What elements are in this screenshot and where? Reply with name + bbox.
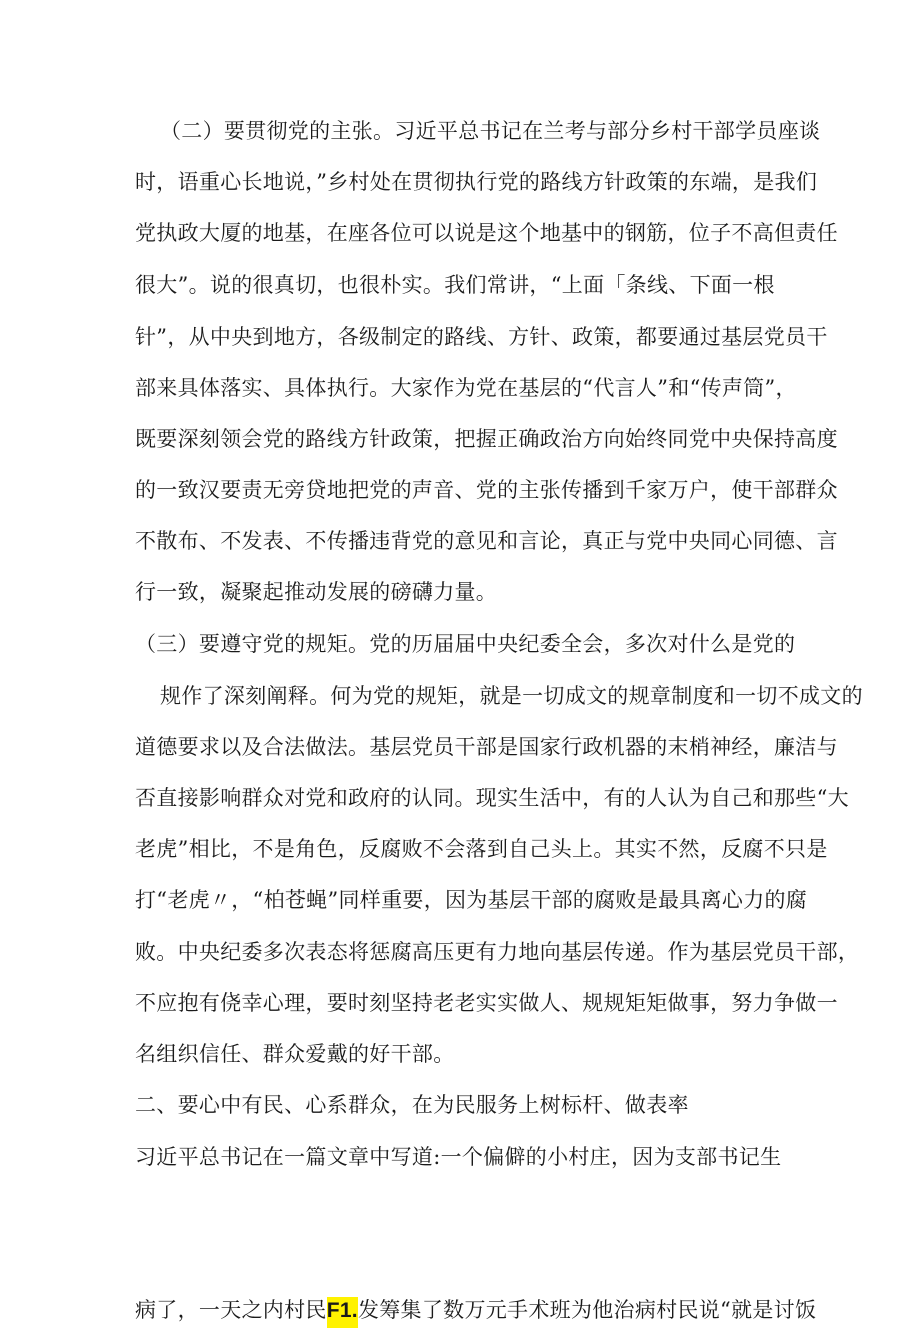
- paragraph-line: 部来具体落实、具体执行。大家作为党在基层的“代言人”和“传声筒”，: [135, 376, 797, 400]
- paragraph-line: [0, 1240, 920, 1278]
- paragraph-line: 时，语重心长地说，”乡村处在贯彻执行党的路线方针政策的东端，是我们: [135, 170, 818, 194]
- paragraph-line: （三）要遵守党的规矩。党的历届届中央纪委全会，多次对什么是党的: [135, 632, 796, 656]
- paragraph-line: 老虎”相比，不是角色，反腐败不会落到自己头上。其实不然，反腐不只是: [135, 837, 828, 861]
- last-line-after: 发筹集了数万元手术班为他治病村民说“就是讨饭: [357, 1298, 817, 1322]
- paragraph-line: 道德要求以及合法做法。基层党员干部是国家行政机器的末梢神经，廉洁与: [135, 735, 838, 759]
- paragraph-line: 党执政大厦的地基，在座各位可以说是这个地基中的钢筋，位子不高但责任: [135, 221, 838, 245]
- paragraph-line: 针”，从中央到地方，各级制定的路线、方针、政策，都要通过基层党员干: [135, 325, 828, 349]
- paragraph-line: 不散布、不发表、不传播违背党的意见和言论，真正与党中央同心同德、言: [135, 529, 838, 553]
- paragraph-line: 很大”。说的很真切，也很朴实。我们常讲，“上面「条线、下面一根: [135, 273, 775, 297]
- paragraph-line: 败。中央纪委多次表态将惩腐高压更有力地向基层传递。作为基层党员干部，: [135, 940, 860, 964]
- highlighted-text: F1.: [327, 1297, 358, 1328]
- paragraph-line: 行一致，凝聚起推动发展的磅礴力量。: [135, 580, 498, 604]
- paragraph-line: 的一致汉要责无旁贷地把党的声音、党的主张传播到千家万户，使干部群众: [135, 478, 838, 502]
- paragraph-line: 不应抱有侥幸心理，要时刻坚持老老实实做人、规规矩矩做事，努力争做一: [135, 991, 838, 1015]
- paragraph-line: [0, 1189, 920, 1227]
- paragraph-line: 名组织信任、群众爱戴的好干部。: [135, 1042, 455, 1066]
- paragraph-line: 既要深刻领会党的路线方针政策，把握正确政治方向始终同党中央保持高度: [135, 427, 838, 451]
- section-heading: 二、要心中有民、心系群众，在为民服务上树标杆、做表率: [135, 1093, 689, 1117]
- last-line-before: 病了，一天之内村民: [135, 1298, 327, 1322]
- paragraph-line: 打“老虎〃，“柏苍蝇”同样重要，因为基层干部的腐败是最具离心力的腐: [135, 888, 808, 912]
- paragraph-line: 习近平总书记在一篇文章中写道:一个偏僻的小村庄，因为支部书记生: [135, 1145, 782, 1169]
- paragraph-line: （二）要贯彻党的主张。习近平总书记在兰考与部分乡村干部学员座谈: [160, 119, 821, 143]
- paragraph-line: 否直接影响群众对党和政府的认同。现实生活中，有的人认为自己和那些“大: [135, 786, 849, 810]
- paragraph-line: [0, 1291, 920, 1329]
- paragraph-line: 规作了深刻阐释。何为党的规矩，就是一切成文的规章制度和一切不成文的: [160, 684, 863, 708]
